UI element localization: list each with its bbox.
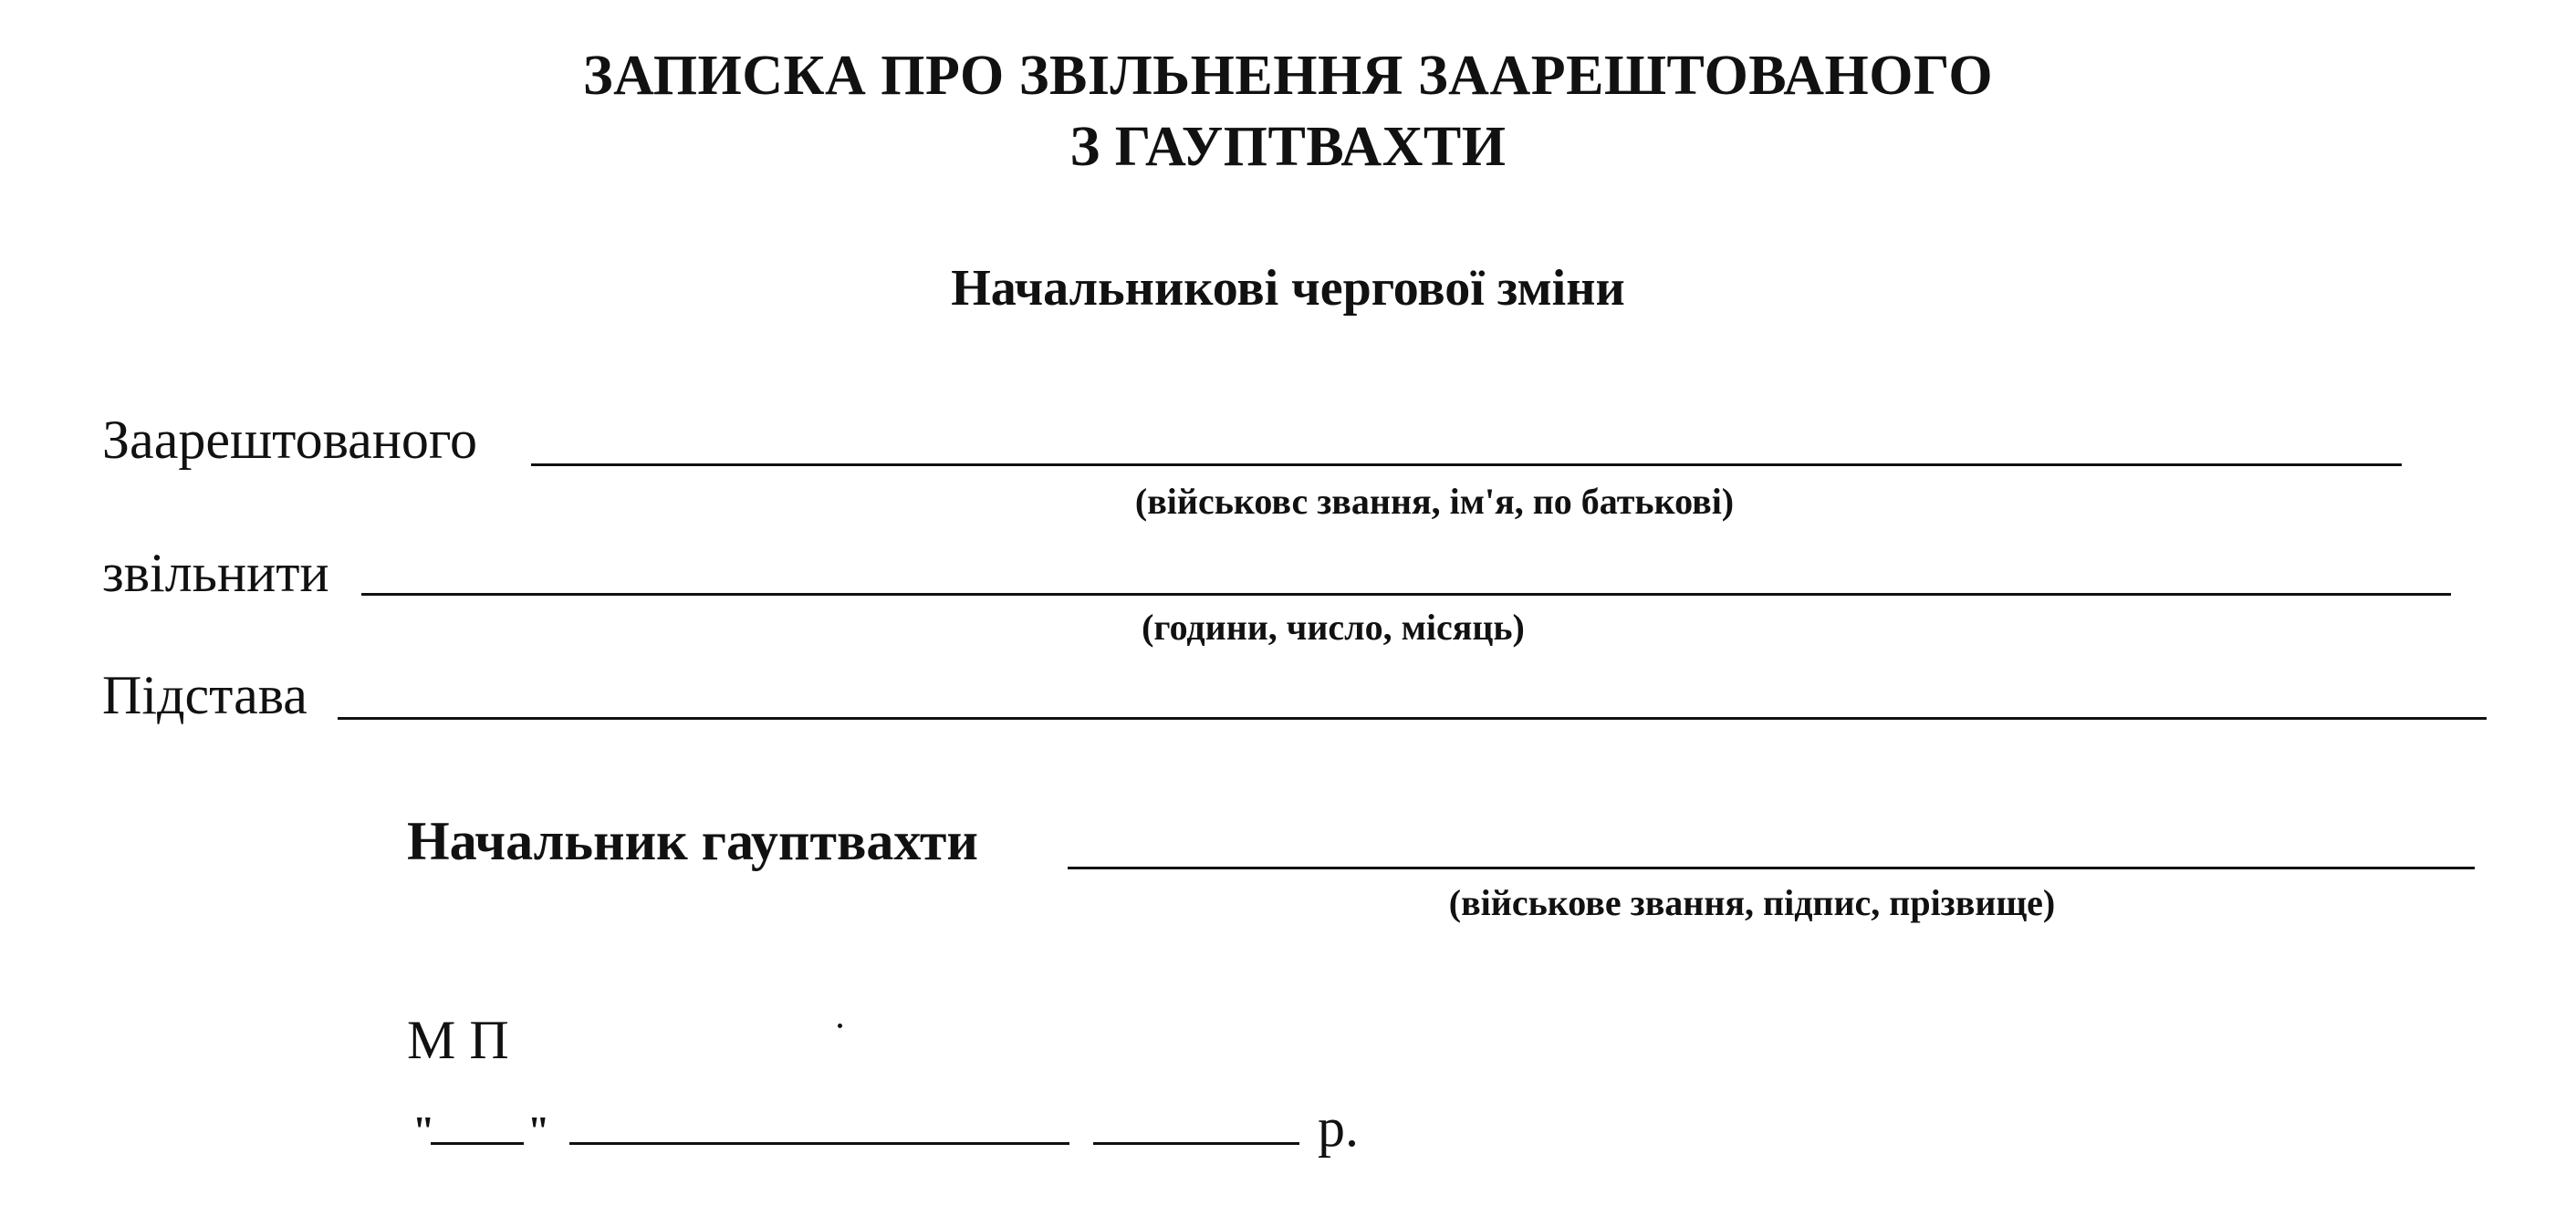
basis-field-line[interactable] [338, 717, 2487, 720]
arrested-field-hint: (військовс звання, ім'я, по батькові) [1134, 481, 1735, 522]
stamp-place-label: М П [407, 1010, 509, 1070]
date-day-line[interactable] [431, 1142, 524, 1145]
release-field-hint: (години, число, місяць) [1142, 607, 1525, 648]
release-field-line[interactable] [361, 593, 2451, 596]
basis-label: Підстава [102, 665, 308, 725]
date-quote-close: " [527, 1108, 550, 1153]
chief-signature-hint: (військове звання, підпис, прізвище) [1448, 882, 2056, 923]
chief-label: Начальник гауптвахти [407, 811, 978, 871]
document-title-line-1: ЗАПИСКА ПРО ЗВІЛЬНЕННЯ ЗААРЕШТОВАНОГО [582, 45, 1994, 107]
date-month-line[interactable] [569, 1142, 1069, 1145]
ink-speck [838, 1024, 842, 1028]
arrested-field-line[interactable] [531, 463, 2402, 466]
date-quote-open: " [412, 1108, 435, 1153]
document-title-line-2: З ГАУПТВАХТИ [1069, 116, 1507, 178]
addressee-heading: Начальникові чергової зміни [951, 260, 1625, 317]
date-year-line[interactable] [1093, 1142, 1299, 1145]
year-suffix: р. [1318, 1097, 1359, 1158]
chief-signature-line[interactable] [1068, 867, 2475, 869]
release-label: звільнити [102, 543, 329, 603]
arrested-label: Заарештованого [102, 410, 477, 470]
